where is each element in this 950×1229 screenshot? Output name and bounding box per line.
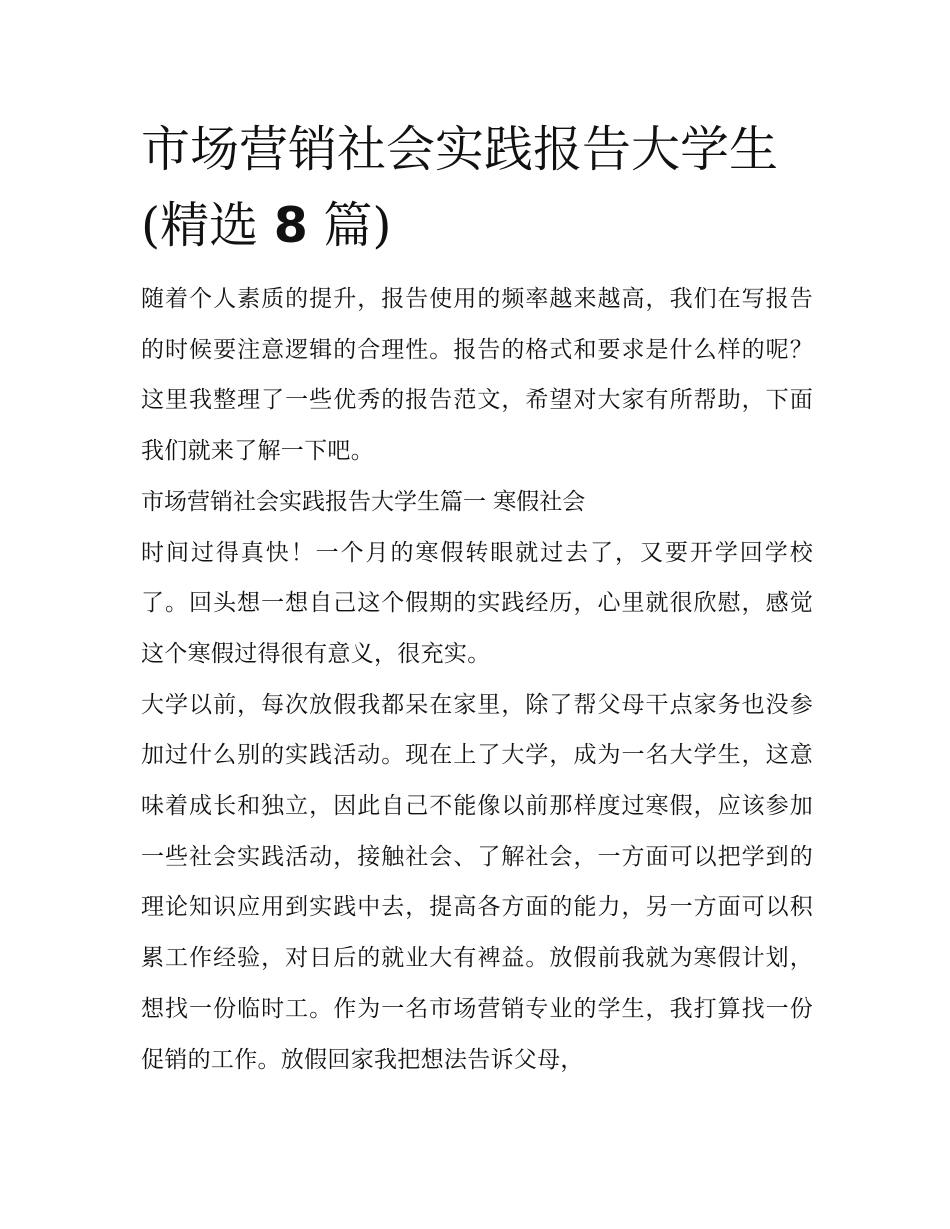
intro-paragraph: 随着个人素质的提升，报告使用的频率越来越高，我们在写报告的时候要注意逻辑的合理性。报告的格式和要求是什么样的呢？这里我整理了一些优秀的报告范文，希望对大家有所帮助，下面我们就来了解一下吧。 [141, 286, 813, 465]
title-line-2-prefix: (精选 [141, 197, 274, 254]
title-article-count: 8 [273, 197, 308, 254]
document-page [141, 112, 813, 1085]
body-paragraph-2: 大学以前，每次放假我都呆在家里，除了帮父母干点家务也没参加过什么别的实践活动。现在上了大学，成为一名大学生，这意味着成长和独立，因此自己不能像以前那样度过寒假，应该参加一些社会实践活动，接触社会、了解社会，一方面可以把学到的理论知识应用到实践中去，提高各方面的能力，另一方面可以积累工作经验，对日后的就业大有裨益。放假前我就为寒假计划，想找一份临时工。作为一名市场营销专业的学生，我打算找一份促销的工作。放假回家我把想法告诉父母， [141, 691, 813, 1073]
body-paragraph-1: 时间过得真快！一个月的寒假转眼就过去了，又要开学回学校了。回头想一想自己这个假期的实践经历，心里就很欣慰，感觉这个寒假过得很有意义，很充实。 [141, 539, 813, 667]
section-heading: 市场营销社会实践报告大学生篇一 寒假社会 [141, 488, 586, 515]
title-line-2-suffix: 篇) [307, 197, 392, 254]
title-line-1: 市场营销社会实践报告大学生 [141, 121, 779, 178]
document-title [141, 112, 813, 264]
